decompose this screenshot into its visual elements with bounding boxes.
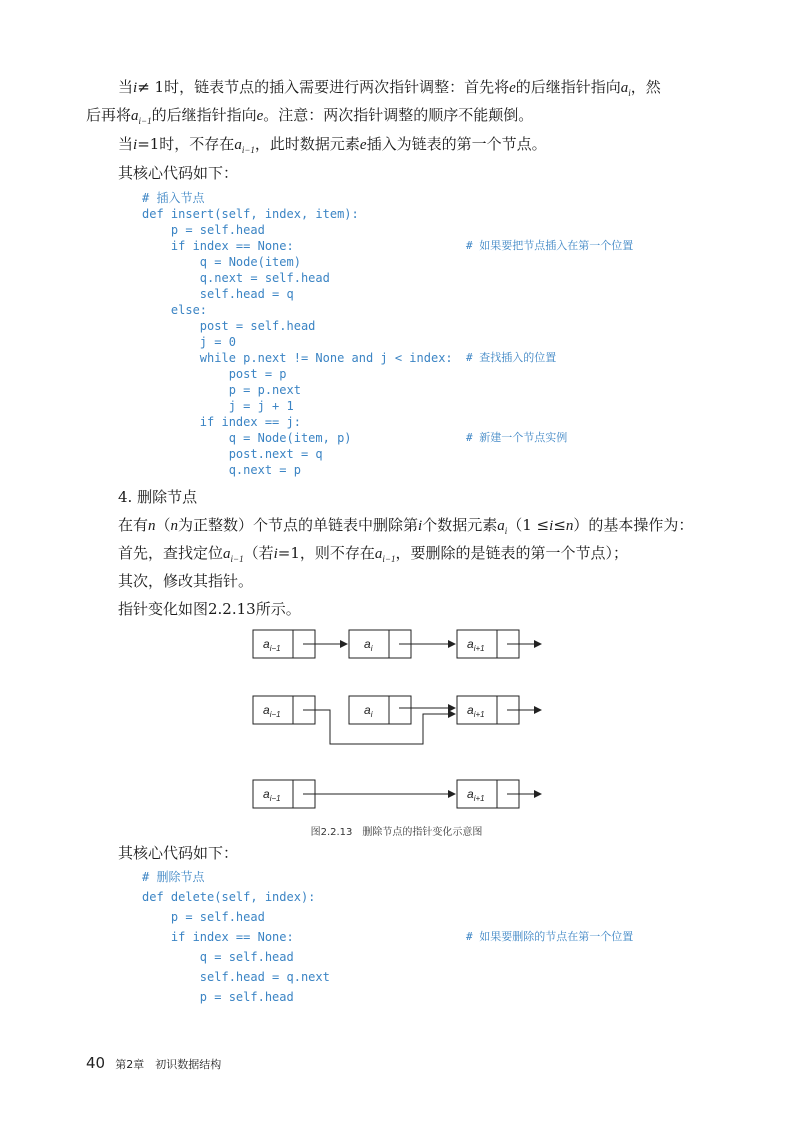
var-i: i (418, 518, 423, 534)
text: ，然 (630, 78, 661, 96)
text: =1时，不存在 (137, 135, 235, 153)
node-current (349, 696, 411, 724)
sub-i-minus-1: i−1 (382, 554, 396, 564)
var-i: i (133, 80, 138, 96)
code-line: p = self.head (142, 223, 265, 237)
paragraph-delete-step2: 其次，修改其指针。 (118, 572, 254, 590)
code-line: # 删除节点 (142, 870, 205, 884)
code-line: self.head = q (142, 287, 294, 301)
paragraph-figure-ref: 指针变化如图2.2.13所示。 (118, 600, 301, 618)
code-line: p = p.next (142, 383, 301, 397)
pointer-bypass (303, 710, 455, 744)
text: ≤ (553, 516, 566, 534)
var-a: a (223, 546, 231, 562)
sub-i-minus-1: i−1 (230, 554, 244, 564)
text: 。注意：两次指针调整的顺序不能颠倒。 (263, 106, 534, 124)
text: 在有 (118, 516, 149, 534)
var-n: n (565, 518, 574, 534)
code-line: j = 0 (142, 335, 236, 349)
code-line: q.next = self.head (142, 271, 330, 285)
text: 当 (118, 78, 134, 96)
text: （ (155, 516, 171, 534)
chapter-title: 第2章 初识数据结构 (115, 1058, 222, 1071)
code-line: q.next = p (142, 463, 301, 477)
text: 为正整数）个节点的单链表中删除第 (178, 516, 419, 534)
node-label-current: $a_i$ (364, 703, 373, 719)
code-line: post = self.head (142, 319, 316, 333)
code-line: p = self.head (142, 910, 265, 924)
text: 首先，查找定位 (118, 544, 224, 562)
sub-i-minus-1: i−1 (138, 116, 152, 126)
paragraph-delete-intro (118, 515, 693, 542)
text: 的后继指针指向 (515, 78, 621, 96)
node-label-next: $a_{i+1}$ (467, 787, 485, 803)
code-line: post = p (142, 367, 287, 381)
code-line: post.next = q (142, 447, 323, 461)
text: ，要删除的是链表的第一个节点）； (395, 544, 628, 562)
code-line: def delete(self, index): (142, 890, 316, 904)
code-line: j = j + 1 (142, 399, 294, 413)
var-n: n (148, 518, 156, 534)
var-e: e (509, 80, 516, 96)
var-e: e (359, 137, 367, 153)
var-n: n (170, 518, 179, 534)
node-label-prev: $a_{i-1}$ (263, 637, 281, 653)
text: 后再将 (86, 106, 132, 124)
code-comment-insert-first: # 如果要把节点插入在第一个位置 (466, 239, 634, 252)
page-footer (86, 1054, 221, 1072)
node-label-next: $a_{i+1}$ (467, 703, 485, 719)
figure-caption: 图2.2.13 删除节点的指针变化示意图 (310, 827, 483, 838)
code-comment-new-node: # 新建一个节点实例 (466, 431, 568, 444)
text: 当 (118, 135, 134, 153)
text: （1 ≤ (507, 516, 550, 534)
code-line: p = self.head (142, 990, 294, 1004)
code-line: q = self.head (142, 950, 294, 964)
var-a: a (374, 546, 383, 562)
text: 插入为链表的第一个节点。 (366, 135, 547, 153)
paragraph-core-code-intro: 其核心代码如下： (118, 164, 239, 182)
var-e: e (256, 108, 264, 124)
page-number: 40 (86, 1054, 106, 1072)
node-label-prev: $a_{i-1}$ (263, 703, 281, 719)
var-a: a (497, 518, 505, 534)
code-line: q = Node(item) (142, 255, 301, 269)
code-line: def insert(self, index, item): (142, 207, 359, 221)
section-title-delete-node: 4. 删除节点 (118, 488, 198, 506)
var-i: i (273, 546, 278, 562)
paragraph-core-code-intro-delete: 其核心代码如下： (118, 844, 239, 862)
paragraph-insert-rule-line1 (118, 77, 661, 104)
code-line: if index == None: (142, 930, 294, 944)
text: ≠ 1时，链表节点的插入需要进行两次指针调整：首先将 (137, 78, 510, 96)
sub-i: i (504, 526, 508, 536)
var-a: a (620, 80, 629, 96)
paragraph-insert-first (118, 134, 547, 161)
text: （若 (243, 544, 274, 562)
text: ）的基本操作为： (573, 516, 694, 534)
sub-i: i (628, 88, 631, 98)
var-a: a (131, 108, 139, 124)
sub-i-minus-1: i−1 (241, 145, 255, 155)
var-a: a (234, 137, 242, 153)
code-line: if index == j: (142, 415, 301, 429)
code-line: while p.next != None and j < index: (142, 351, 453, 365)
text: ，此时数据元素 (254, 135, 360, 153)
code-line: if index == None: (142, 239, 294, 253)
code-comment-delete-first: # 如果要删除的节点在第一个位置 (466, 930, 634, 943)
node-label-next: $a_{i+1}$ (467, 637, 485, 653)
code-comment-find-position: # 查找插入的位置 (466, 351, 557, 364)
text: 个数据元素 (422, 516, 498, 534)
text: 的后继指针指向 (151, 106, 257, 124)
node-label-current: $a_i$ (364, 637, 373, 653)
var-i: i (133, 137, 138, 153)
code-line: q = Node(item, p) (142, 431, 352, 445)
var-i: i (549, 518, 554, 534)
code-line: # 插入节点 (142, 191, 205, 205)
node-label-prev: $a_{i-1}$ (263, 787, 281, 803)
text: =1，则不存在 (277, 544, 375, 562)
paragraph-insert-rule-line2 (86, 105, 533, 132)
paragraph-delete-step1 (118, 543, 628, 570)
code-line: self.head = q.next (142, 970, 330, 984)
code-line: else: (142, 303, 208, 317)
figure-delete-node-diagram (0, 620, 793, 820)
